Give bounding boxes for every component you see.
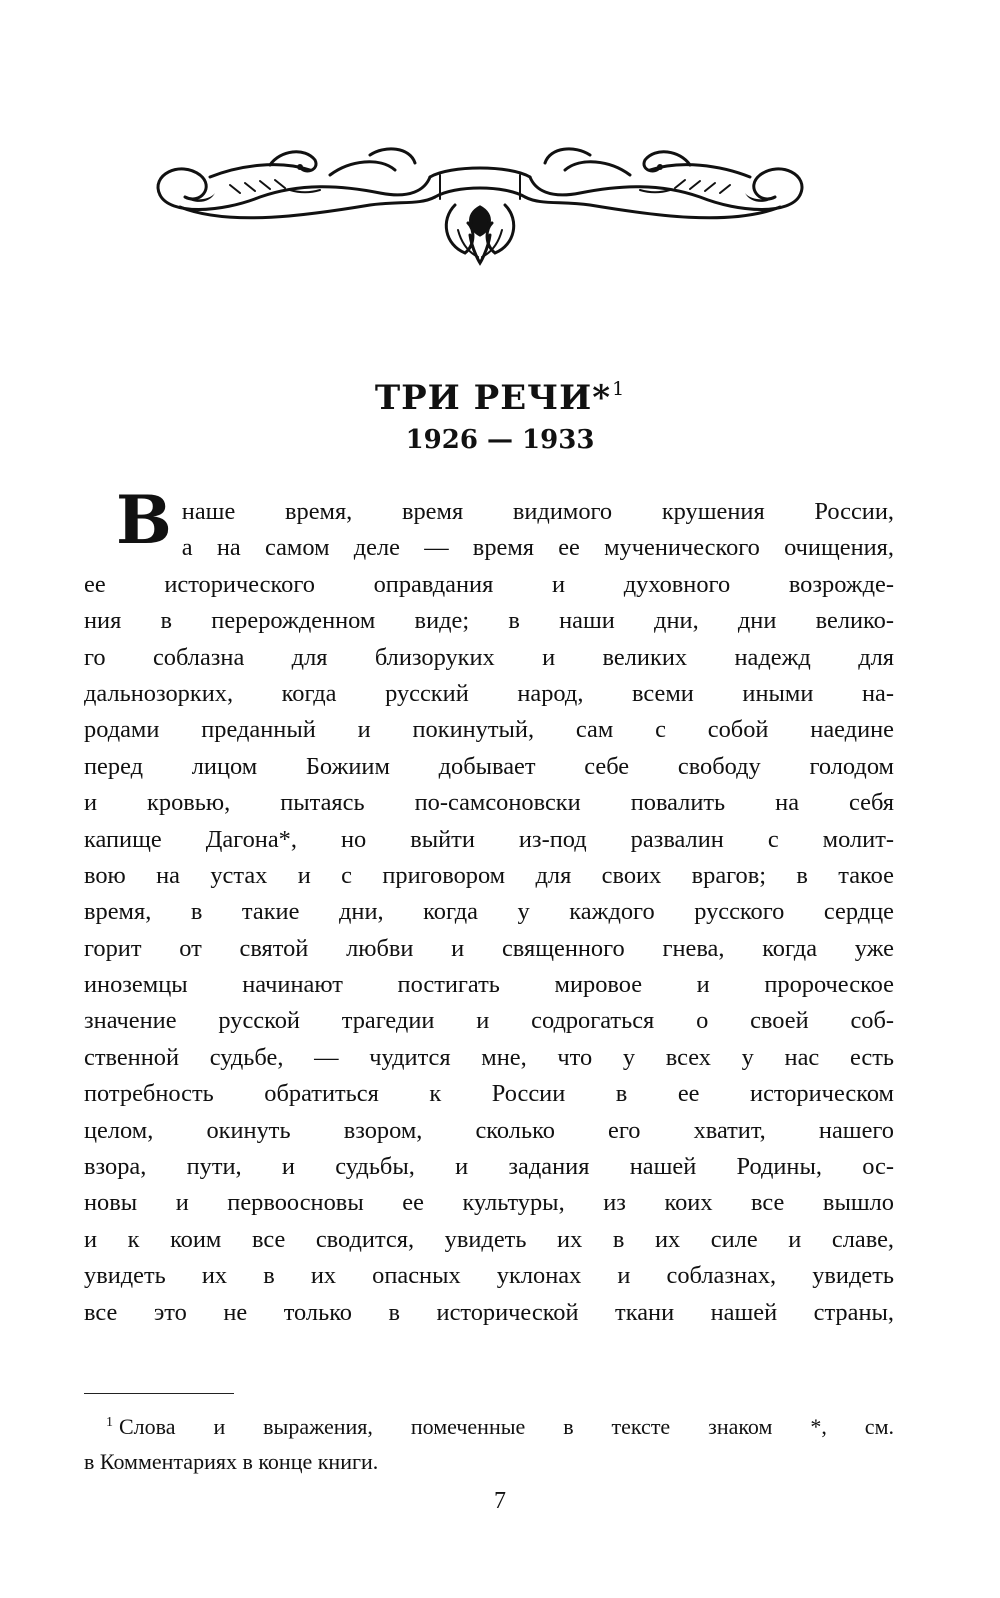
footnote: [84, 1405, 894, 1479]
text-line: время, в такие дни, когда у каждого русского сердце: [84, 898, 894, 926]
text-line: ее исторического оправдания и духовного возрожде-: [84, 570, 894, 598]
drop-cap: В: [116, 481, 172, 559]
chapter-title-text: ТРИ РЕЧИ*: [374, 378, 612, 418]
text-line: дальнозорких, когда русский народ, всеми иными на-: [84, 679, 894, 707]
text-line: вою на устах и с приговором для своих врагов; в такое: [84, 861, 894, 889]
footnote-line: [84, 1405, 894, 1444]
text-line: родами преданный и покинутый, сам с собой наедине: [84, 716, 894, 744]
text-line: значение русской трагедии и содрогаться о своей соб-: [84, 1007, 894, 1035]
page-number: 7: [494, 1488, 506, 1514]
text-line: а на самом деле — время ее мученического очищения,: [181, 534, 894, 562]
text-line: наше время, время видимого крушения России,: [181, 498, 894, 525]
ornament-icon: [140, 135, 820, 270]
footnote-divider: [84, 1393, 234, 1394]
text-line: го соблазна для близоруких и великих надежд для: [84, 643, 894, 671]
text-line: ния в перерожденном виде; в наши дни, дни велико-: [84, 607, 894, 635]
footnote-mark: 1: [106, 1415, 113, 1430]
text-line: новы и первоосновы ее культуры, из коих все вышло: [84, 1189, 894, 1217]
text-line: капище Дагона*, но выйти из-под развалин с молит-: [84, 825, 894, 853]
footnote-text-2: в Комментариях в конце книги.: [84, 1449, 379, 1474]
chapter-years: 1926 — 1933: [405, 425, 595, 455]
text-line: иноземцы начинают постигать мировое и пророческое: [84, 971, 894, 999]
body-text: [84, 481, 894, 1331]
text-line: взора, пути, и судьбы, и задания нашей Родины, ос-: [84, 1153, 894, 1181]
text-line: перед лицом Божиим добывает себе свободу голодом: [84, 752, 894, 780]
text-line: потребность обратиться к России в ее историческом: [84, 1080, 894, 1108]
text-line: все это не только в исторической ткани нашей страны,: [84, 1298, 894, 1326]
text-line: и к коим все сводится, увидеть их в их силе и славе,: [84, 1225, 894, 1253]
text-line: горит от святой любви и священного гнева, когда уже: [84, 934, 894, 962]
text-line: и кровью, пытаясь по-самсоновски повалить на себя: [84, 789, 894, 817]
title-footnote-mark: 1: [612, 378, 626, 400]
chapter-title: [0, 378, 1000, 418]
footnote-text-1: Слова и выражения, помеченные в тексте знаком *, см.: [119, 1414, 894, 1439]
text-line: ственной судьбе, — чудится мне, что у всех у нас есть: [84, 1043, 894, 1071]
text-line: целом, окинуть взором, сколько его хватит, нашего: [84, 1116, 894, 1144]
text-line: увидеть их в их опасных уклонах и соблазнах, увидеть: [84, 1262, 894, 1290]
